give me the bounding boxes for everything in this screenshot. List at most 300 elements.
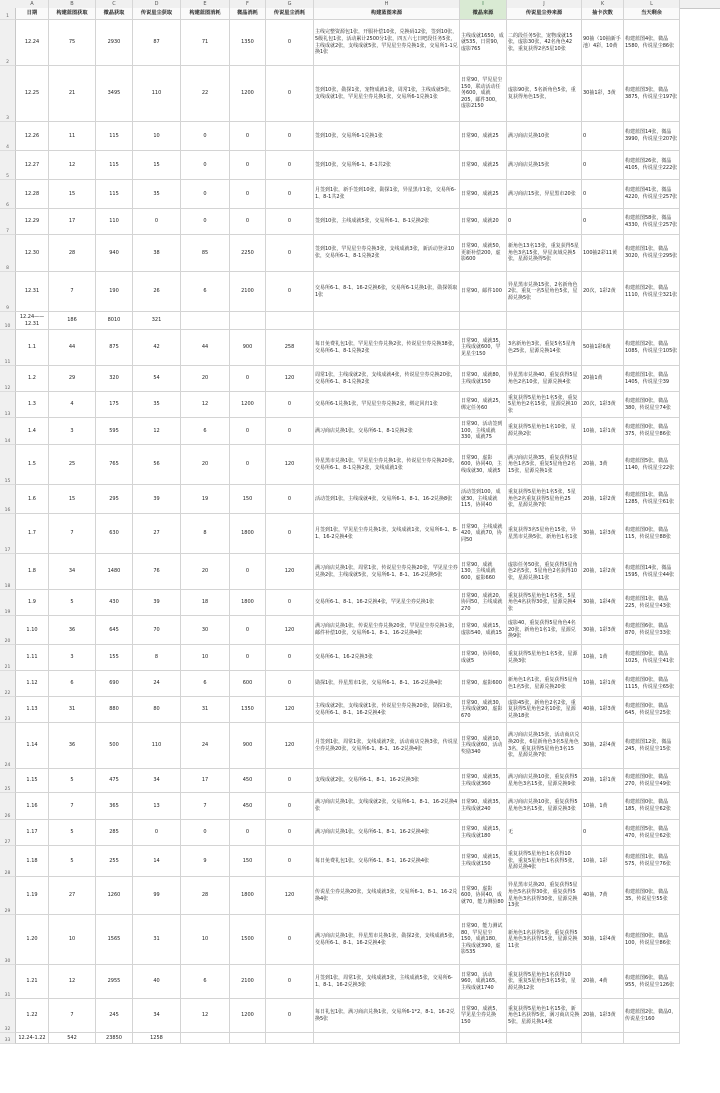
cell-crystal-source[interactable]: 日常90，成就30，主线成就90，虚影670 (460, 697, 507, 723)
cell-daily-remaining[interactable]: 构建蓝图0张，微晶1025，传说星尘41张 (624, 645, 680, 671)
header-pull-count[interactable]: 抽卡次数 (582, 8, 624, 20)
header-blueprint-cost[interactable]: 构建蓝图消耗 (181, 8, 230, 20)
cell-date[interactable]: 1.5 (16, 445, 49, 485)
column-letter-B[interactable]: B (49, 0, 96, 8)
cell-stardust-gain[interactable]: 14 (133, 846, 181, 877)
cell-blueprint-gain[interactable]: 542 (49, 1033, 96, 1044)
row-number[interactable]: 4 (0, 122, 16, 151)
cell-stardust-cost[interactable]: 120 (266, 554, 314, 590)
header-stardust-cost[interactable]: 传说星尘消耗 (266, 8, 314, 20)
row-number[interactable]: 14 (0, 418, 16, 445)
cell-stardust-gain[interactable]: 321 (133, 312, 181, 330)
cell-daily-remaining[interactable]: 构建蓝图14张，微晶3990，传说星尘207张 (624, 122, 680, 151)
cell-blueprint-source[interactable]: 支线成就2张，交易所6-1、8-1、16-2兑换3张 (314, 769, 460, 793)
header-blueprint-source[interactable]: 构建蓝图来源 (314, 8, 460, 20)
column-letter-L[interactable]: L (624, 0, 680, 8)
row-number[interactable]: 21 (0, 645, 16, 671)
row-number[interactable]: 32 (0, 999, 16, 1033)
cell-daily-remaining[interactable]: 构建蓝图4张，微晶1580，传说星尘86张 (624, 20, 680, 66)
cell-crystal-source[interactable]: 日常90，虚影600，协同40，成就70，能力测验80 (460, 877, 507, 915)
cell-crystal-cost[interactable]: 1350 (230, 20, 266, 66)
cell-crystal-source[interactable]: 日常90，成就25 (460, 180, 507, 209)
cell-crystal-gain[interactable]: 645 (96, 616, 133, 645)
cell-stardust-cost[interactable]: 0 (266, 645, 314, 671)
cell-crystal-gain[interactable]: 690 (96, 671, 133, 697)
cell-date[interactable]: 12.31 (16, 272, 49, 312)
cell-daily-remaining[interactable]: 构建蓝图41张，微晶4220，传说星尘257张 (624, 180, 680, 209)
cell-crystal-gain[interactable]: 115 (96, 122, 133, 151)
cell-blueprint-gain[interactable]: 5 (49, 820, 96, 846)
cell-pull-count[interactable]: 30抽1彩，3黄 (582, 66, 624, 122)
cell-stardust-source[interactable]: 重复获得5星角色1名10张，星源兑换2张 (507, 418, 582, 445)
cell-date[interactable]: 1.7 (16, 514, 49, 554)
cell-daily-remaining[interactable]: 构建蓝图0张，微晶35，传说星尘55张 (624, 877, 680, 915)
cell-blueprint-cost[interactable]: 0 (181, 122, 230, 151)
header-stardust-source[interactable]: 传说星尘券来源 (507, 8, 582, 20)
cell-blueprint-cost[interactable]: 20 (181, 554, 230, 590)
cell-pull-count[interactable]: 20抽，1彩3黄 (582, 999, 624, 1033)
cell-daily-remaining[interactable]: 构建蓝图0张，微晶270，传说星尘49张 (624, 769, 680, 793)
cell-stardust-source[interactable]: 新角色1名获得5张，重复获得5星角色3名获得15张，星源兑换11张 (507, 915, 582, 965)
column-letter-K[interactable]: K (582, 0, 624, 8)
cell-blueprint-cost[interactable]: 10 (181, 915, 230, 965)
cell-blueprint-cost[interactable]: 31 (181, 697, 230, 723)
cell-stardust-cost[interactable]: 0 (266, 66, 314, 122)
cell-crystal-cost[interactable]: 2100 (230, 272, 266, 312)
cell-blueprint-source[interactable]: 勋探1张，异星黑市1张，交易所6-1、8-1、16-2兑换4张 (314, 671, 460, 697)
cell-daily-remaining[interactable]: 构建蓝图1张，微晶1405，传说星尘39 (624, 366, 680, 392)
cell-stardust-gain[interactable]: 76 (133, 554, 181, 590)
cell-crystal-cost[interactable]: 150 (230, 485, 266, 514)
cell-stardust-gain[interactable]: 8 (133, 645, 181, 671)
cell-crystal-source[interactable]: 日常90，罕见星尘150，联动活动任务600，成就205，邮件300，虚影2150 (460, 66, 507, 122)
cell-pull-count[interactable]: 30抽，2彩4黄 (582, 723, 624, 769)
cell-date[interactable]: 1.9 (16, 590, 49, 616)
column-letter-D[interactable]: D (133, 0, 181, 8)
cell-blueprint-cost[interactable] (181, 312, 230, 330)
cell-date[interactable]: 1.1 (16, 330, 49, 366)
cell-stardust-source[interactable]: 异星黑市兑换40，重复获得5星角色2名10张，星源兑换4张 (507, 366, 582, 392)
cell-date[interactable]: 12.27 (16, 151, 49, 180)
cell-blueprint-cost[interactable]: 71 (181, 20, 230, 66)
cell-stardust-cost[interactable]: 120 (266, 723, 314, 769)
cell-pull-count[interactable]: 20抽，3黄 (582, 445, 624, 485)
cell-pull-count[interactable] (582, 1033, 624, 1044)
header-crystal-source[interactable]: 微晶来源 (460, 8, 507, 20)
cell-blueprint-source[interactable]: 交易所6-1、8-1、16-2兑换6张，交易所6-1兑换1张，勋探领取1张 (314, 272, 460, 312)
cell-pull-count[interactable]: 0 (582, 209, 624, 235)
cell-pull-count[interactable]: 20抽，1彩1黄 (582, 769, 624, 793)
cell-stardust-cost[interactable]: 0 (266, 590, 314, 616)
cell-stardust-cost[interactable]: 0 (266, 769, 314, 793)
cell-pull-count[interactable]: 30抽，1彩4黄 (582, 590, 624, 616)
cell-date[interactable]: 12.24——12.31 (16, 312, 49, 330)
cell-stardust-source[interactable] (507, 1033, 582, 1044)
cell-stardust-source[interactable]: 异星黑市兑换15张，2名新角色2张，重复一名5星角色5张，星源兑换5张 (507, 272, 582, 312)
cell-stardust-gain[interactable]: 1258 (133, 1033, 181, 1044)
cell-crystal-gain[interactable]: 430 (96, 590, 133, 616)
row-number[interactable]: 30 (0, 915, 16, 965)
cell-pull-count[interactable]: 30抽，1彩4黄 (582, 915, 624, 965)
row-number[interactable]: 5 (0, 151, 16, 180)
cell-blueprint-source[interactable]: 周常1张，主线成就2张，支线成就4张，传说星尘券兑换20张，交易所6-1、8-1兑换2张 (314, 366, 460, 392)
cell-pull-count[interactable]: 40抽，1彩3黄 (582, 697, 624, 723)
cell-blueprint-gain[interactable]: 7 (49, 999, 96, 1033)
cell-date[interactable]: 1.8 (16, 554, 49, 590)
column-letter-F[interactable]: F (230, 0, 266, 8)
cell-pull-count[interactable]: 0 (582, 151, 624, 180)
cell-crystal-gain[interactable]: 940 (96, 235, 133, 272)
cell-daily-remaining[interactable]: 构建蓝图0张，微晶185，传说星尘62张 (624, 793, 680, 820)
cell-stardust-cost[interactable]: 120 (266, 877, 314, 915)
cell-pull-count[interactable]: 20次，1彩3黄 (582, 392, 624, 418)
cell-crystal-source[interactable]: 日常90，成就10，主线成就60，活动奖励340 (460, 723, 507, 769)
cell-blueprint-source[interactable]: 交易所6-1、8-1、16-2兑换4张，罕见星尘券兑换1张 (314, 590, 460, 616)
cell-stardust-source[interactable]: 满习商店兑换35，重复获得5星角色1名5张，重复5星角色2名15张，星源兑换1张 (507, 445, 582, 485)
cell-date[interactable]: 12.29 (16, 209, 49, 235)
cell-blueprint-source[interactable]: 满习商店兑换1张，传说星尘券兑换20张，罕见星尘券兑换1张，邮件补偿10张，交易所6-1、8-1、16-2兑换4张 (314, 616, 460, 645)
cell-crystal-gain[interactable]: 115 (96, 151, 133, 180)
cell-blueprint-cost[interactable]: 0 (181, 209, 230, 235)
cell-blueprint-cost[interactable]: 20 (181, 445, 230, 485)
cell-blueprint-gain[interactable]: 36 (49, 723, 96, 769)
row-number[interactable]: 31 (0, 965, 16, 999)
cell-crystal-source[interactable]: 日常90，成就50，更新补偿200，虚影600 (460, 235, 507, 272)
column-letter-H[interactable]: H (314, 0, 460, 8)
cell-blueprint-cost[interactable]: 0 (181, 820, 230, 846)
cell-stardust-cost[interactable]: 120 (266, 366, 314, 392)
cell-blueprint-gain[interactable]: 6 (49, 671, 96, 697)
cell-crystal-source[interactable]: 日常90，活动960，成就165，主线成就1740 (460, 965, 507, 999)
cell-blueprint-gain[interactable]: 12 (49, 151, 96, 180)
cell-date[interactable]: 12.24 (16, 20, 49, 66)
cell-crystal-gain[interactable]: 175 (96, 392, 133, 418)
cell-daily-remaining[interactable]: 构建蓝图1张，微晶1285，传说星尘61张 (624, 485, 680, 514)
row-number[interactable]: 9 (0, 272, 16, 312)
cell-blueprint-source[interactable]: 异星黑市兑换1张，罕见星尘券兑换1张，传说星尘券兑换20张，交易所6-1、8-1兑换2张，支线成就1张 (314, 445, 460, 485)
cell-blueprint-source[interactable]: 签到10张，罕见星尘券兑换3张，支线成就3张，新活动登录10张，交易所6-1，8-1兑换2张 (314, 235, 460, 272)
cell-blueprint-gain[interactable]: 17 (49, 209, 96, 235)
cell-blueprint-source[interactable]: 签到10张，交易所6-1兑换1张 (314, 122, 460, 151)
cell-stardust-gain[interactable]: 31 (133, 915, 181, 965)
cell-blueprint-source[interactable]: 交易所6-1、16-2兑换3张 (314, 645, 460, 671)
cell-blueprint-cost[interactable]: 8 (181, 514, 230, 554)
cell-blueprint-cost[interactable]: 24 (181, 723, 230, 769)
row-number[interactable]: 19 (0, 590, 16, 616)
cell-blueprint-cost[interactable]: 12 (181, 999, 230, 1033)
cell-stardust-source[interactable]: 虚影45张，新角色2名2张，重复获得5星角色2名10张，星源兑换18张 (507, 697, 582, 723)
cell-stardust-cost[interactable]: 0 (266, 20, 314, 66)
cell-stardust-source[interactable]: 满习商店15张，异星黑市20张 (507, 180, 582, 209)
cell-crystal-source[interactable]: 活动签到100，成就30，主线成就115，协同40 (460, 485, 507, 514)
cell-crystal-source[interactable] (460, 1033, 507, 1044)
cell-crystal-source[interactable]: 日常90，主线成就420，成就70，协同50 (460, 514, 507, 554)
row-number[interactable]: 27 (0, 820, 16, 846)
column-letter-E[interactable]: E (181, 0, 230, 8)
cell-stardust-source[interactable]: 二的段任务5张，宠物成就15张，虚影30张，42名角色42张，重复获得2名5星10张 (507, 20, 582, 66)
cell-blueprint-source[interactable]: 签到10张，主线成就5张，交易所6-1、8-1兑换2张 (314, 209, 460, 235)
cell-pull-count[interactable]: 0 (582, 180, 624, 209)
cell-crystal-cost[interactable]: 0 (230, 616, 266, 645)
cell-blueprint-source[interactable]: 满习商店兑换1张，交易所6-1、8-1、16-2兑换4张 (314, 820, 460, 846)
cell-daily-remaining[interactable]: 构建蓝图1张，微晶575，传说星尘76张 (624, 846, 680, 877)
cell-blueprint-cost[interactable]: 6 (181, 418, 230, 445)
cell-blueprint-gain[interactable]: 44 (49, 330, 96, 366)
row-number[interactable]: 8 (0, 235, 16, 272)
cell-date[interactable]: 12.30 (16, 235, 49, 272)
cell-stardust-source[interactable]: 满习商店兑换10张 (507, 122, 582, 151)
cell-crystal-cost[interactable]: 2100 (230, 965, 266, 999)
cell-blueprint-cost[interactable]: 0 (181, 180, 230, 209)
cell-crystal-source[interactable]: 日常90，协同60，成就5 (460, 645, 507, 671)
cell-blueprint-gain[interactable]: 7 (49, 272, 96, 312)
row-number[interactable]: 2 (0, 20, 16, 66)
cell-crystal-gain[interactable]: 190 (96, 272, 133, 312)
cell-crystal-gain[interactable]: 595 (96, 418, 133, 445)
cell-crystal-source[interactable]: 日常90，成就35，主线成就600，罕见星尘150 (460, 330, 507, 366)
cell-blueprint-source[interactable] (314, 1033, 460, 1044)
row-number[interactable]: 18 (0, 554, 16, 590)
cell-stardust-cost[interactable]: 0 (266, 122, 314, 151)
cell-blueprint-gain[interactable]: 4 (49, 392, 96, 418)
cell-crystal-cost[interactable]: 0 (230, 645, 266, 671)
cell-stardust-gain[interactable]: 39 (133, 590, 181, 616)
cell-crystal-cost[interactable]: 1800 (230, 590, 266, 616)
cell-blueprint-source[interactable]: 签到10张，交易所6-1、8-1共2张 (314, 151, 460, 180)
cell-date[interactable]: 1.2 (16, 366, 49, 392)
cell-pull-count[interactable]: 90抽（10抽新手池）4彩，10黄 (582, 20, 624, 66)
cell-blueprint-gain[interactable]: 75 (49, 20, 96, 66)
cell-pull-count[interactable]: 10抽，1彩 (582, 846, 624, 877)
cell-date[interactable]: 1.17 (16, 820, 49, 846)
cell-crystal-gain[interactable]: 1260 (96, 877, 133, 915)
cell-blueprint-cost[interactable]: 0 (181, 151, 230, 180)
cell-crystal-cost[interactable]: 0 (230, 151, 266, 180)
cell-stardust-cost[interactable]: 0 (266, 514, 314, 554)
cell-blueprint-gain[interactable]: 5 (49, 769, 96, 793)
header-crystal-gain[interactable]: 微晶获取 (96, 8, 133, 20)
cell-crystal-source[interactable]: 日常90，成就5，罕见星尘券兑换150 (460, 999, 507, 1033)
cell-pull-count[interactable]: 0 (582, 122, 624, 151)
cell-stardust-cost[interactable]: 0 (266, 846, 314, 877)
cell-blueprint-gain[interactable]: 186 (49, 312, 96, 330)
cell-crystal-source[interactable]: 日常90，成就80，主线成就150 (460, 366, 507, 392)
cell-blueprint-gain[interactable]: 21 (49, 66, 96, 122)
row-number[interactable]: 20 (0, 616, 16, 645)
cell-crystal-cost[interactable]: 1800 (230, 877, 266, 915)
row-number[interactable]: 11 (0, 330, 16, 366)
cell-stardust-source[interactable]: 虚影40，重复获得5星角色4名20张，新角色1名1张，星源兑换9张 (507, 616, 582, 645)
cell-stardust-cost[interactable]: 0 (266, 915, 314, 965)
cell-blueprint-cost[interactable] (181, 1033, 230, 1044)
cell-crystal-gain[interactable]: 1565 (96, 915, 133, 965)
cell-blueprint-gain[interactable]: 10 (49, 915, 96, 965)
cell-date[interactable]: 1.13 (16, 697, 49, 723)
column-letter-G[interactable]: G (266, 0, 314, 8)
cell-blueprint-source[interactable]: 月签到1张，罕见星尘券兑换1张，支线成就1张，交易所6-1、8-1、16-2兑换4张 (314, 514, 460, 554)
cell-date[interactable]: 1.22 (16, 999, 49, 1033)
cell-blueprint-source[interactable]: 每日礼包1张，满习商店兑换1张，交易所6-1*2，8-1、16-2兑换5张 (314, 999, 460, 1033)
cell-blueprint-source[interactable]: 月签到1张，周常1张，支线成就7张，活动商店兑换3张，传说星尘券兑换20张，交易所6-1、8-1、16-2兑换4张 (314, 723, 460, 769)
cell-pull-count[interactable]: 10抽，1黄 (582, 793, 624, 820)
row-number[interactable]: 10 (0, 312, 16, 330)
cell-crystal-source[interactable]: 日常90，成就35，主线成就360 (460, 769, 507, 793)
cell-stardust-gain[interactable]: 54 (133, 366, 181, 392)
cell-stardust-gain[interactable]: 0 (133, 209, 181, 235)
cell-crystal-cost[interactable]: 600 (230, 671, 266, 697)
cell-crystal-cost[interactable]: 2250 (230, 235, 266, 272)
cell-crystal-cost[interactable]: 450 (230, 769, 266, 793)
cell-blueprint-gain[interactable]: 7 (49, 514, 96, 554)
cell-stardust-cost[interactable]: 0 (266, 965, 314, 999)
cell-stardust-gain[interactable]: 56 (133, 445, 181, 485)
cell-date[interactable]: 1.20 (16, 915, 49, 965)
cell-stardust-source[interactable]: 满习商店兑换10张，重复获得5星角色3名15张，星源兑换9张 (507, 769, 582, 793)
cell-blueprint-gain[interactable]: 3 (49, 645, 96, 671)
cell-date[interactable]: 1.19 (16, 877, 49, 915)
cell-blueprint-gain[interactable]: 25 (49, 445, 96, 485)
cell-stardust-gain[interactable]: 35 (133, 392, 181, 418)
cell-stardust-source[interactable]: 满习商店兑换10张，重复获得5星角色3名15张，星源兑换3张 (507, 793, 582, 820)
cell-daily-remaining[interactable] (624, 1033, 680, 1044)
column-letter-J[interactable]: J (507, 0, 582, 8)
cell-date[interactable]: 1.15 (16, 769, 49, 793)
cell-blueprint-gain[interactable]: 27 (49, 877, 96, 915)
cell-stardust-gain[interactable]: 26 (133, 272, 181, 312)
cell-crystal-cost[interactable]: 1800 (230, 514, 266, 554)
cell-stardust-source[interactable]: 虚影90张，5名新角色5张，重复获得角色15张， (507, 66, 582, 122)
cell-crystal-cost[interactable]: 1350 (230, 697, 266, 723)
cell-blueprint-source[interactable]: 满习商店兑换1张，交易所6-1、8-1兑换2张 (314, 418, 460, 445)
column-letter-I[interactable]: I (460, 0, 507, 8)
cell-stardust-cost[interactable]: 0 (266, 180, 314, 209)
cell-stardust-gain[interactable]: 70 (133, 616, 181, 645)
cell-date[interactable]: 1.18 (16, 846, 49, 877)
cell-crystal-gain[interactable]: 500 (96, 723, 133, 769)
cell-daily-remaining[interactable] (624, 312, 680, 330)
cell-crystal-source[interactable]: 日常90，成就130，主线成就600，虚影660 (460, 554, 507, 590)
cell-date[interactable]: 1.4 (16, 418, 49, 445)
cell-blueprint-source[interactable]: 主线完整资源包1张，开服补偿10张，兑换码12张，签到10张，5级礼包1张，活动累计2500分1张，四五六七日吧段任务5张，主线成就2张，支线成就5张，罕见星尘券兑换1张，交易所1-1兑换1张 (314, 20, 460, 66)
cell-blueprint-source[interactable]: 主线成就2张，支线成就1张，传说星尘券兑换20张，勋探1张，交易所6-1、8-1、16-2兑换4张 (314, 697, 460, 723)
cell-stardust-source[interactable]: 重复获得5星角色1名15张，新角色1名获得5张，满习商店兑换5张，星源兑换14张 (507, 999, 582, 1033)
cell-crystal-source[interactable]: 日常90，成就20 (460, 209, 507, 235)
cell-daily-remaining[interactable]: 构建蓝图5张，微晶1140，传说星尘22张 (624, 445, 680, 485)
cell-stardust-source[interactable]: 重复获得5星角色1名5张，重复5星角色2名15张，星源兑换10张 (507, 392, 582, 418)
cell-crystal-source[interactable]: 日常90，虚影600，协同40，主线成就30，成就5 (460, 445, 507, 485)
cell-pull-count[interactable]: 50抽1彩6黄 (582, 330, 624, 366)
cell-crystal-source[interactable]: 日常90，成就25 (460, 151, 507, 180)
cell-pull-count[interactable]: 30抽，1彩3黄 (582, 616, 624, 645)
cell-pull-count[interactable]: 20抽，1彩2黄 (582, 485, 624, 514)
cell-crystal-source[interactable]: 日常90，成就35，主线成就240 (460, 793, 507, 820)
cell-stardust-source[interactable]: 重复获得5星角色1名获得10张，重复5星角色1名获得5张，星源兑换4张 (507, 846, 582, 877)
cell-stardust-gain[interactable]: 99 (133, 877, 181, 915)
cell-stardust-cost[interactable]: 0 (266, 392, 314, 418)
cell-crystal-cost[interactable]: 0 (230, 180, 266, 209)
cell-date[interactable]: 1.21 (16, 965, 49, 999)
cell-blueprint-cost[interactable]: 18 (181, 590, 230, 616)
header-crystal-cost[interactable]: 微晶消耗 (230, 8, 266, 20)
cell-stardust-source[interactable]: 重复获得3名5星角色15张，异星黑市兑换5张，新角色1名1张 (507, 514, 582, 554)
cell-blueprint-cost[interactable]: 30 (181, 616, 230, 645)
cell-crystal-gain[interactable]: 23850 (96, 1033, 133, 1044)
cell-daily-remaining[interactable]: 构建蓝图0张，微晶100，传说星尘86张 (624, 915, 680, 965)
cell-crystal-cost[interactable]: 900 (230, 723, 266, 769)
row-number[interactable]: 6 (0, 180, 16, 209)
cell-date[interactable]: 1.3 (16, 392, 49, 418)
cell-blueprint-source[interactable]: 满习商店兑换1张，周常1张，传说星尘券兑换20张，罕见星尘券兑换2张，主线成就5张，交易所6-1、8-1、16-2兑换5张 (314, 554, 460, 590)
cell-crystal-gain[interactable]: 245 (96, 999, 133, 1033)
cell-crystal-source[interactable]: 日常90，成就25，绑定任务60 (460, 392, 507, 418)
cell-crystal-gain[interactable]: 765 (96, 445, 133, 485)
cell-stardust-gain[interactable]: 38 (133, 235, 181, 272)
cell-blueprint-cost[interactable]: 6 (181, 272, 230, 312)
row-number[interactable]: 26 (0, 793, 16, 820)
cell-crystal-gain[interactable]: 880 (96, 697, 133, 723)
cell-daily-remaining[interactable]: 构建蓝图26张，微晶4105，传说星尘222张 (624, 151, 680, 180)
cell-blueprint-source[interactable]: 交易所6-1兑换1张，罕见星尘券兑换2张，绑定回归1张 (314, 392, 460, 418)
cell-stardust-source[interactable]: 重复获得5星角色1名5张，5星角色2名重复获得5星角色25张，星源兑换7张 (507, 485, 582, 514)
cell-pull-count[interactable] (582, 312, 624, 330)
cell-daily-remaining[interactable]: 构建蓝图0张，微晶1115，传说星尘65张 (624, 671, 680, 697)
cell-crystal-gain[interactable]: 8010 (96, 312, 133, 330)
cell-crystal-cost[interactable]: 1200 (230, 66, 266, 122)
cell-stardust-gain[interactable]: 10 (133, 122, 181, 151)
cell-stardust-cost[interactable]: 0 (266, 235, 314, 272)
cell-daily-remaining[interactable]: 构建蓝图1张，微晶225，传说星尘43张 (624, 590, 680, 616)
cell-blueprint-cost[interactable]: 17 (181, 769, 230, 793)
cell-blueprint-gain[interactable]: 28 (49, 235, 96, 272)
cell-stardust-cost[interactable]: 0 (266, 485, 314, 514)
cell-stardust-gain[interactable]: 27 (133, 514, 181, 554)
cell-blueprint-cost[interactable]: 12 (181, 392, 230, 418)
row-number[interactable]: 1 (0, 8, 16, 20)
cell-blueprint-gain[interactable]: 5 (49, 590, 96, 616)
cell-blueprint-gain[interactable]: 31 (49, 697, 96, 723)
cell-date[interactable]: 12.24-1.22 (16, 1033, 49, 1044)
cell-stardust-gain[interactable]: 87 (133, 20, 181, 66)
column-letter-C[interactable]: C (96, 0, 133, 8)
cell-stardust-gain[interactable]: 34 (133, 769, 181, 793)
cell-daily-remaining[interactable]: 构建蓝图0张，微晶375，传说星尘86张 (624, 418, 680, 445)
cell-blueprint-gain[interactable]: 11 (49, 122, 96, 151)
cell-stardust-source[interactable]: 满习商店兑换15张，活动商店兑换20张，6星新角色3名5星角色3名，重复获得5星角色3名15张，星源兑换7张 (507, 723, 582, 769)
cell-crystal-cost[interactable]: 1200 (230, 392, 266, 418)
cell-crystal-source[interactable]: 日常90，成就15，主线成就150 (460, 846, 507, 877)
cell-date[interactable]: 12.25 (16, 66, 49, 122)
cell-daily-remaining[interactable]: 构建蓝图3张，微晶3875，传说星尘197张 (624, 66, 680, 122)
cell-blueprint-cost[interactable]: 7 (181, 793, 230, 820)
cell-blueprint-gain[interactable]: 5 (49, 846, 96, 877)
cell-pull-count[interactable]: 10抽，1彩1黄 (582, 418, 624, 445)
cell-daily-remaining[interactable]: 构建蓝图1张，微晶3020，传说星尘295张 (624, 235, 680, 272)
cell-blueprint-cost[interactable]: 19 (181, 485, 230, 514)
cell-stardust-source[interactable]: 新角色1名1张，重复获得5星角色1名5张，星源兑换20张 (507, 671, 582, 697)
cell-stardust-cost[interactable]: 0 (266, 272, 314, 312)
cell-blueprint-source[interactable]: 活动签到1张，主线成就4张，交易所6-1、8-1、16-2兑换8张 (314, 485, 460, 514)
cell-stardust-cost[interactable]: 120 (266, 697, 314, 723)
row-number[interactable]: 23 (0, 697, 16, 723)
cell-blueprint-source[interactable]: 月签到1张，周常1张，支线成就3张，主线成就5张，交易所6-1、8-1、16-2兑换3张 (314, 965, 460, 999)
cell-crystal-cost[interactable]: 1200 (230, 999, 266, 1033)
cell-stardust-cost[interactable]: 258 (266, 330, 314, 366)
cell-date[interactable]: 1.12 (16, 671, 49, 697)
cell-blueprint-source[interactable]: 每日免费礼包1张，交易所6-1、8-1、16-2兑换4张 (314, 846, 460, 877)
cell-crystal-cost[interactable]: 900 (230, 330, 266, 366)
cell-blueprint-source[interactable]: 满习商店兑换1张，异星黑市兑换1张，勋探2张，支线成就5张，交易所6-1、8-1、16-2兑换4张 (314, 915, 460, 965)
cell-blueprint-gain[interactable]: 15 (49, 485, 96, 514)
